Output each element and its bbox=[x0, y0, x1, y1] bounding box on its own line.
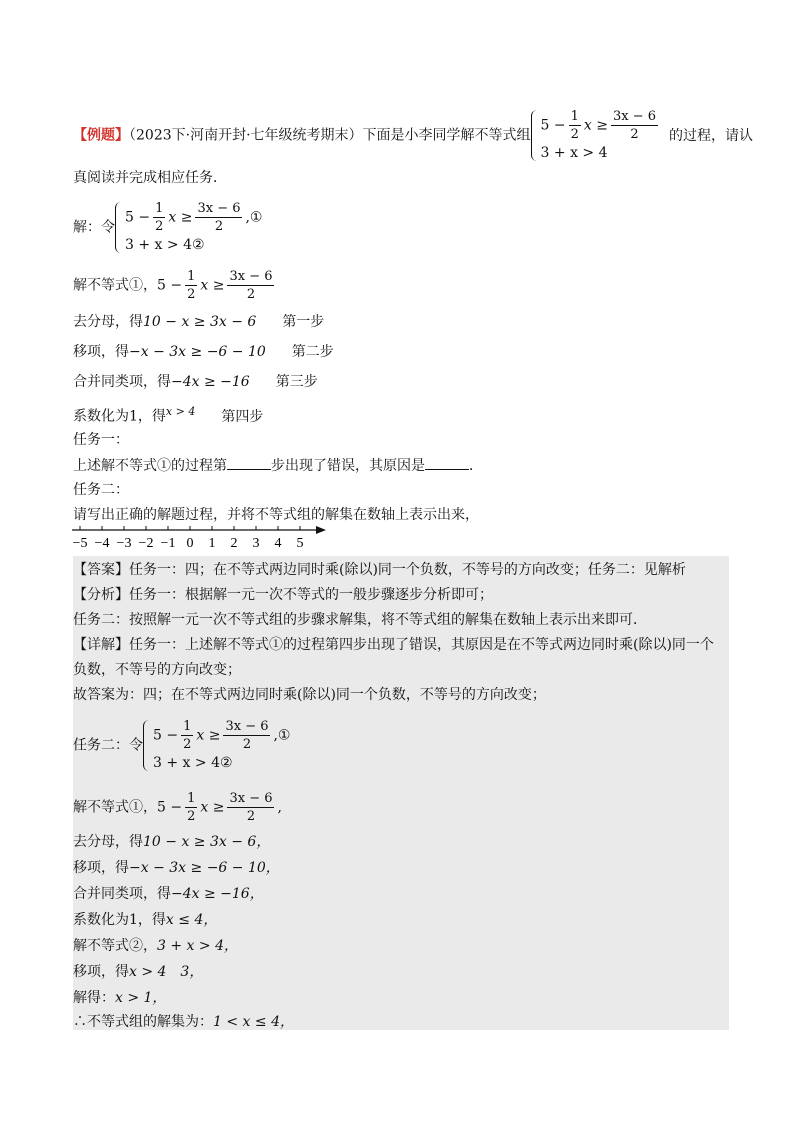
analysis-line-2: 任务二：按照解一元一次不等式组的步骤求解集，将不等式组的解集在数轴上表示出来即可． bbox=[73, 612, 647, 628]
number-line-label: −2 bbox=[138, 536, 154, 551]
task2-label: 任务二： bbox=[73, 482, 129, 498]
analysis-line-1: 【分析】任务一：根据解一元一次不等式的一般步骤逐步分析即可； bbox=[73, 587, 493, 603]
task1-text: 上述解不等式①的过程第 步出现了错误，其原因是 ． bbox=[73, 455, 483, 476]
number-line-label: 4 bbox=[274, 536, 282, 551]
detail-s2: 移项，得−x − 3x ≥ −6 − 10， bbox=[73, 860, 280, 876]
detail-move: 移项，得x > 4 3， bbox=[73, 964, 204, 980]
task1-blank-2[interactable] bbox=[425, 455, 469, 470]
intro-after: 的过程，请认 bbox=[669, 127, 754, 144]
detail-result: 解得：x > 1， bbox=[73, 990, 167, 1006]
number-line bbox=[68, 524, 338, 554]
solution-let: 解：令 5 − $\frac{1}{2}$ x ≥ $\frac{3x - 6}{2}$ ,① 3 + x > 4② bbox=[73, 201, 263, 253]
inequality-system: 5 − $\frac{1}{2}$ x ≥ $\frac{3x - 6}{2}$ 3 + x > 4 bbox=[531, 108, 661, 163]
detail-solve-1: 解不等式①，5 − $\frac{1}{2}$ x ≥ $\frac{3x - 6}{2}$ , bbox=[73, 791, 282, 824]
intro-line bbox=[73, 108, 753, 163]
detail-s3: 合并同类项，得−4x ≥ −16， bbox=[73, 886, 264, 902]
number-line-label: 3 bbox=[252, 536, 260, 551]
detail-s4: 系数化为1，得x ≤ 4， bbox=[73, 912, 218, 928]
detail-task2-let: 任务二：令 5 − $\frac{1}{2}$ x ≥ $\frac{3x - 6}{2}$ ,① 3 + x > 4② bbox=[73, 719, 291, 771]
example-tag: 【例题】 bbox=[73, 127, 129, 144]
step-3: 合并同类项，得−4x ≥ −16 第三步 bbox=[73, 374, 318, 390]
solve-ineq-1: 解不等式①，5 − $\frac{1}{2}$ x ≥ $\frac{3x - 6}{2}$ bbox=[73, 269, 273, 302]
detail-s1: 去分母，得10 − x ≥ 3x − 6， bbox=[73, 834, 271, 850]
number-line-label: 0 bbox=[186, 536, 194, 551]
number-line-label: 2 bbox=[230, 536, 238, 551]
detail-line-1: 【详解】任务一：上述解不等式①的过程第四步出现了错误，其原因是在不等式两边同时乘(除以)同一个 bbox=[73, 637, 714, 653]
detail-line-3: 故答案为：四；在不等式两边同时乘(除以)同一个负数，不等号的方向改变； bbox=[73, 687, 546, 703]
step-4: 系数化为1，得$^{x > 4}$ 第四步 bbox=[73, 405, 264, 425]
answer-line: 【答案】任务一：四；在不等式两边同时乘(除以)同一个负数，不等号的方向改变；任务二：见解析 bbox=[73, 562, 686, 578]
task1-blank-1[interactable] bbox=[227, 455, 271, 470]
step-2: 移项，得−x − 3x ≥ −6 − 10 第二步 bbox=[73, 344, 334, 360]
detail-final: ∴不等式组的解集为：1 < x ≤ 4， bbox=[73, 1014, 294, 1030]
detail-line-2: 负数，不等号的方向改变； bbox=[73, 662, 241, 678]
number-line-label: 1 bbox=[208, 536, 216, 551]
step-1: 去分母，得10 − x ≥ 3x − 6 第一步 bbox=[73, 314, 325, 330]
number-line-label: 5 bbox=[296, 536, 304, 551]
solution-system: 5 − $\frac{1}{2}$ x ≥ $\frac{3x - 6}{2}$ ,① 3 + x > 4② bbox=[115, 200, 263, 255]
source-text: （2023下·河南开封·七年级统考期末）下面是小李同学解不等式组 bbox=[129, 127, 531, 144]
number-line-label: −1 bbox=[160, 536, 176, 551]
detail-solve-2: 解不等式②，3 + x > 4， bbox=[73, 938, 238, 954]
number-line-label: −5 bbox=[72, 536, 88, 551]
task2-text: 请写出正确的解题过程，并将不等式组的解集在数轴上表示出来， bbox=[73, 507, 479, 523]
intro-line-2: 真阅读并完成相应任务． bbox=[73, 170, 227, 186]
number-line-label: −4 bbox=[94, 536, 110, 551]
number-line-label: −3 bbox=[116, 536, 132, 551]
task1-label: 任务一： bbox=[73, 432, 129, 448]
